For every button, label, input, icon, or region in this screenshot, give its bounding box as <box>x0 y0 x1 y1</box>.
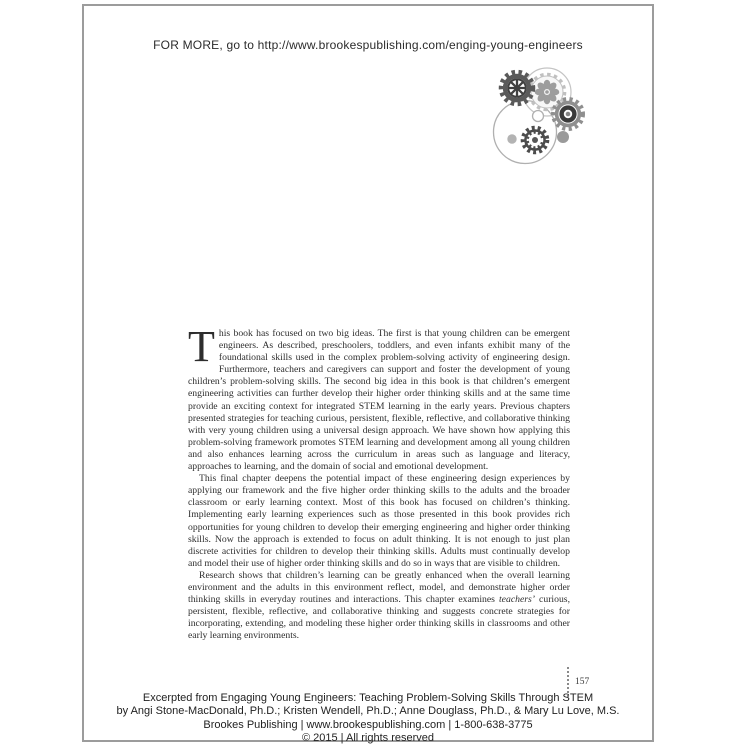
paragraph-3-italic-word: teachers’ <box>498 594 536 606</box>
paragraph-2: This final chapter deepens the potential impact of these engineering design experiences by applying our framework and the five higher order thinking skills to the adults and the broader classroom or early learning context. Most of this book has focused on children’s thinking. Implementing early learning experiences such as those presented in this book provides rich opportunities for young children to develop their emerging engineering and higher order thinking skills. Now the approach is extended to focus on adult thinking. It is not enough to just plan discrete activities for children to develop their thinking skills. Adults must continually develop and model their use of higher order thinking skills and do so in ways that are visible to children. <box>188 473 570 569</box>
book-page <box>82 4 654 745</box>
drop-cap: T <box>188 322 215 371</box>
gear-small-dark <box>523 128 548 153</box>
footer-line-3: Brookes Publishing | www.brookespublishing.com | 1-800-638-3775 <box>203 718 533 731</box>
paragraph-1-text: his book has focused on two big ideas. The first is that young children can be emergent engineers. As described, preschoolers, toddlers, and even infants exhibit many of the foundational skills used in the complex problem-solving activity of engineering design. Furthermore, teachers and caregivers can support and foster the development of young children’s problem-solving skills. The second big idea in this book is that children’s emergent engineering activities can further develop their higher order thinking skills and at the same time provide an exciting context for integrated STEM learning in the early years. Previous chapters presented strategies for teaching curious, persistent, flexible, reflective, and collaborative thinking with very young children using a universal design approach. We have shown how applying this problem-solving framework promotes STEM learning and development among all young children and also enhances learning across the curriculum in areas such as language and literacy, approaches to learning, and the domain of social and emotional development. <box>188 328 570 473</box>
page-number-value: 157 <box>575 677 590 687</box>
footer-line-4: © 2015 | All rights reserved <box>301 732 435 745</box>
paragraph-3 <box>188 570 570 643</box>
dot-left <box>507 134 516 143</box>
footer-line-1: Excerpted from Engaging Young Engineers: Teaching Problem-Solving Skills Through STEM <box>142 692 594 704</box>
header-note: FOR MORE, go to http://www.brookespublishing.com/enging-young-engineers <box>153 38 583 52</box>
footer-line-2: by Angi Stone-MacDonald, Ph.D.; Kristen Wendell, Ph.D.; Anne Douglass, Ph.D., & Mary Lu Love, M.S. <box>116 705 620 718</box>
dot-right <box>557 131 569 143</box>
paragraph-1 <box>188 322 570 473</box>
footer-attribution <box>84 692 652 746</box>
gears-icon <box>485 65 610 175</box>
body-text <box>188 322 570 642</box>
paragraph-3-text-b: curious, persistent, flexible, reflective, and collaborative thinking and suggests concrete strategies for incorporating, extending, and modeling these higher order thinking skills in classrooms and other early learning environments. <box>188 594 570 642</box>
gears-illustration <box>485 65 610 175</box>
paragraph-3-text-a: Research shows that children’s learning can be greatly enhanced when the overall learning environment and the adults in this environment reflect, model, and demonstrate higher order thinking skills in everyday routines and interactions. This chapter examines <box>188 569 570 606</box>
